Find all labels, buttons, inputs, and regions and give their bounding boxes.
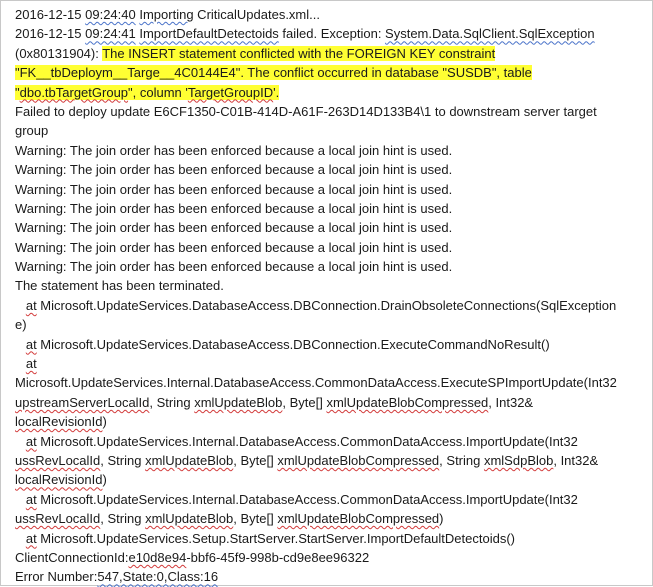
log-line-group: group	[15, 123, 49, 139]
stack-frame-4: at Microsoft.UpdateServices.Internal.DatabaseAccess.CommonDataAccess.ImportUpdate(Int32	[25, 433, 578, 449]
warning-line: Warning: The join order has been enforced because a local join hint is used.	[15, 142, 453, 158]
log-line-table	[15, 83, 652, 102]
warning-line: Warning: The join order has been enforced because a local join hint is used.	[15, 181, 453, 197]
highlighted-text: "dbo.tbTargetGroup", column 'TargetGroupID'.	[15, 84, 280, 100]
log-line-error-code: (0x80131904): The INSERT statement conflicted with the FOREIGN KEY constraint	[15, 45, 496, 61]
warning-line: Warning: The join order has been enforced because a local join hint is used.	[15, 220, 453, 236]
warning-line: Warning: The join order has been enforced because a local join hint is used.	[15, 239, 453, 255]
log-line-failed-deploy: Failed to deploy update E6CF1350-C01B-414D-A61F-263D14D133B4\1 to downstream server target	[15, 103, 597, 119]
stack-frame-4-args: ussRevLocalId, String xmlUpdateBlob, Byte[] xmlUpdateBlobCompressed, String xmlSdpBlob, Int32&	[15, 452, 599, 468]
stack-frame-5: at Microsoft.UpdateServices.Internal.DatabaseAccess.CommonDataAccess.ImportUpdate(Int32	[25, 491, 578, 507]
error-number: Error Number:547,State:0,Class:16	[15, 569, 219, 585]
stack-frame-6: at Microsoft.UpdateServices.Setup.StartServer.StartServer.ImportDefaultDetectoids()	[25, 530, 515, 546]
client-connection-id: ClientConnectionId:e10d8e94-bbf6-45f9-998b-cd9e8ee96322	[15, 549, 370, 565]
warning-line: Warning: The join order has been enforced because a local join hint is used.	[15, 162, 453, 178]
highlighted-text: "FK__tbDeploym__Targe__4C0144E4". The conflict occurred in database "SUSDB", table	[15, 65, 532, 81]
stack-frame-5-args: ussRevLocalId, String xmlUpdateBlob, Byte[] xmlUpdateBlobCompressed)	[15, 511, 444, 527]
stack-frame-3: at	[25, 356, 37, 372]
log-line-exception: 2016-12-15 09:24:41 ImportDefaultDetectoids failed. Exception: System.Data.SqlClient.SqlException	[15, 26, 595, 42]
warning-line: Warning: The join order has been enforced because a local join hint is used.	[15, 259, 453, 275]
stack-frame-1-cont: e)	[15, 317, 27, 333]
log-line-constraint	[15, 63, 652, 82]
stack-frame-1: at Microsoft.UpdateServices.DatabaseAccess.DBConnection.DrainObsoleteConnections(SqlException	[25, 297, 617, 313]
stack-frame-2: at Microsoft.UpdateServices.DatabaseAccess.DBConnection.ExecuteCommandNoResult()	[25, 336, 550, 352]
highlighted-text: The INSERT statement conflicted with the FOREIGN KEY constraint	[102, 45, 496, 61]
stack-frame-4-end: localRevisionId)	[15, 472, 107, 488]
stack-frame-3-end: localRevisionId)	[15, 414, 107, 430]
log-line-terminated: The statement has been terminated.	[15, 278, 224, 294]
stack-frame-3-args: upstreamServerLocalId, String xmlUpdateBlob, Byte[] xmlUpdateBlobCompressed, Int32&	[15, 394, 534, 410]
log-line-importing: 2016-12-15 09:24:40 Importing CriticalUpdates.xml...	[15, 7, 320, 22]
warning-line: Warning: The join order has been enforced because a local join hint is used.	[15, 200, 453, 216]
stack-frame-3-cont: Microsoft.UpdateServices.Internal.DatabaseAccess.CommonDataAccess.ExecuteSPImportUpdate(Int32	[15, 375, 617, 391]
